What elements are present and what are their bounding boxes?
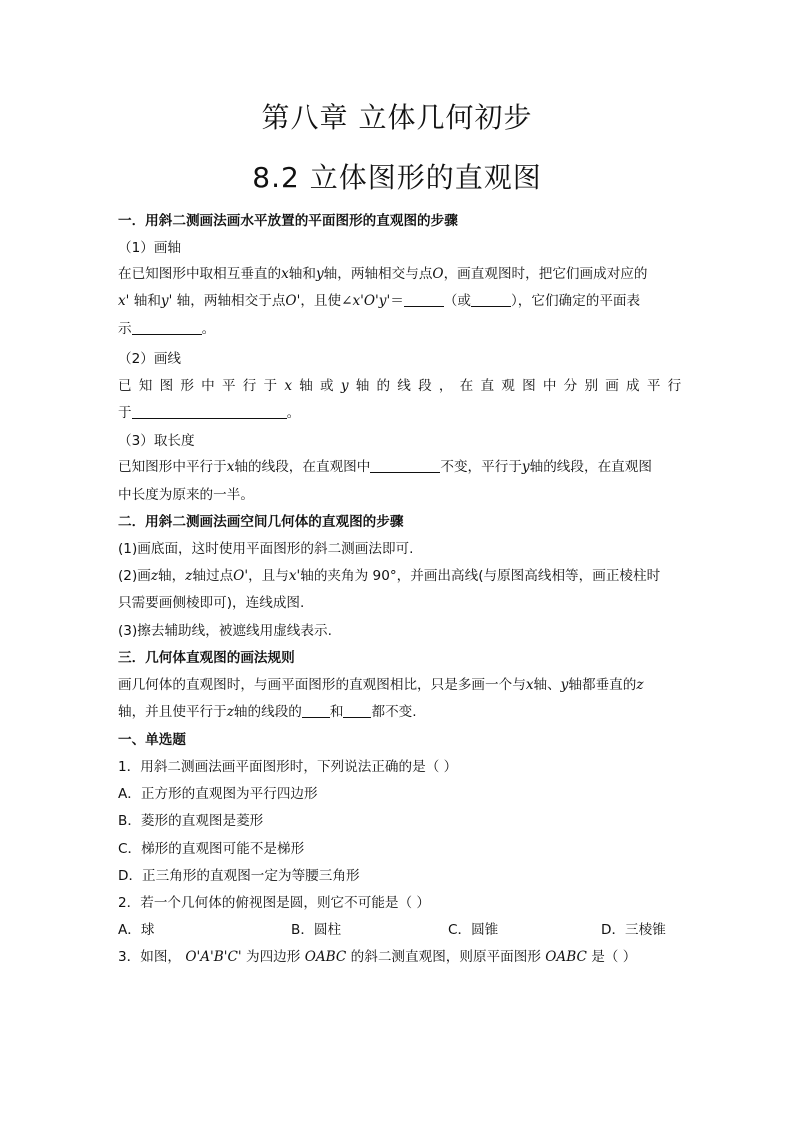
paragraph-line: 轴，并且使平行于z轴的线段的 和 都不变.	[118, 704, 417, 720]
step-label-draw-axes: （1）画轴	[118, 240, 182, 256]
fill-blank	[471, 292, 511, 307]
paragraph-line: 只需要画侧棱即可)，连线成图.	[118, 595, 305, 611]
paragraph-line: 已知图形中平行于x轴的线段，在直观图中 不变，平行于y轴的线段，在直观图	[118, 459, 652, 475]
question-2-option-d: D．三棱锥	[601, 922, 666, 938]
paragraph-line: 中长度为原来的一半。	[118, 487, 254, 503]
paragraph-line: 画几何体的直观图时，与画平面图形的直观图相比，只是多画一个与x轴、y轴都垂直的z	[118, 677, 644, 693]
step-label-draw-lines: （2）画线	[118, 351, 182, 367]
section-heading-2: 二．用斜二测画法画空间几何体的直观图的步骤	[118, 514, 404, 530]
fill-blank	[343, 703, 371, 718]
question-1-option-b: B．菱形的直观图是菱形	[118, 813, 264, 829]
paragraph-line: (2)画z轴，z轴过点O'，且与x'轴的夹角为 90°，并画出高线(与原图高线相等，画正棱柱时	[118, 568, 661, 584]
paragraph-line: 已知图形中平行于x轴或y轴的线段，在直观图中分别画成平行	[118, 378, 689, 394]
question-1-option-a: A．正方形的直观图为平行四边形	[118, 786, 318, 802]
question-2-stem: 2．若一个几何体的俯视图是圆，则它不可能是（ ）	[118, 895, 431, 911]
section-heading-3: 三．几何体直观图的画法规则	[118, 650, 295, 666]
question-2-option-a: A．球	[118, 922, 155, 938]
section-heading-single-choice: 一、单选题	[118, 732, 186, 748]
question-1-option-d: D．正三角形的直观图一定为等腰三角形	[118, 868, 360, 884]
paragraph-line: (3)擦去辅助线，被遮线用虚线表示.	[118, 623, 332, 639]
fill-blank	[132, 404, 287, 419]
question-3-stem: 3．如图， O'A'B'C' 为四边形 OABC 的斜二测直观图，则原平面图形 OABC 是（ ）	[118, 949, 637, 965]
question-2-option-c: C．圆锥	[448, 922, 499, 938]
question-1-option-c: C．梯形的直观图可能不是梯形	[118, 841, 305, 857]
question-1-stem: 1．用斜二测画法画平面图形时，下列说法正确的是（ ）	[118, 759, 458, 775]
section-heading-1: 一．用斜二测画法画水平放置的平面图形的直观图的步骤	[118, 213, 458, 229]
fill-blank	[370, 458, 440, 473]
section-title: 8.2 立体图形的直观图	[252, 161, 542, 194]
question-2-option-b: B．圆柱	[291, 922, 342, 938]
paragraph-line: x' 轴和y' 轴，两轴相交于点O'，且使∠x'O'y'＝ （或 ），它们确定的平面表	[118, 293, 641, 309]
chapter-title: 第八章 立体几何初步	[261, 101, 533, 134]
question-2-options	[118, 921, 678, 939]
fill-blank	[132, 320, 202, 335]
step-label-length: （3）取长度	[118, 433, 195, 449]
paragraph-line: (1)画底面，这时使用平面图形的斜二测画法即可.	[118, 541, 414, 557]
fill-blank	[302, 703, 330, 718]
paragraph-line: 在已知图形中取相互垂直的x轴和y轴，两轴相交与点O，画直观图时，把它们画成对应的	[118, 266, 648, 282]
fill-blank	[404, 292, 444, 307]
paragraph-line: 于 。	[118, 405, 301, 421]
paragraph-line: 示 。	[118, 321, 216, 337]
